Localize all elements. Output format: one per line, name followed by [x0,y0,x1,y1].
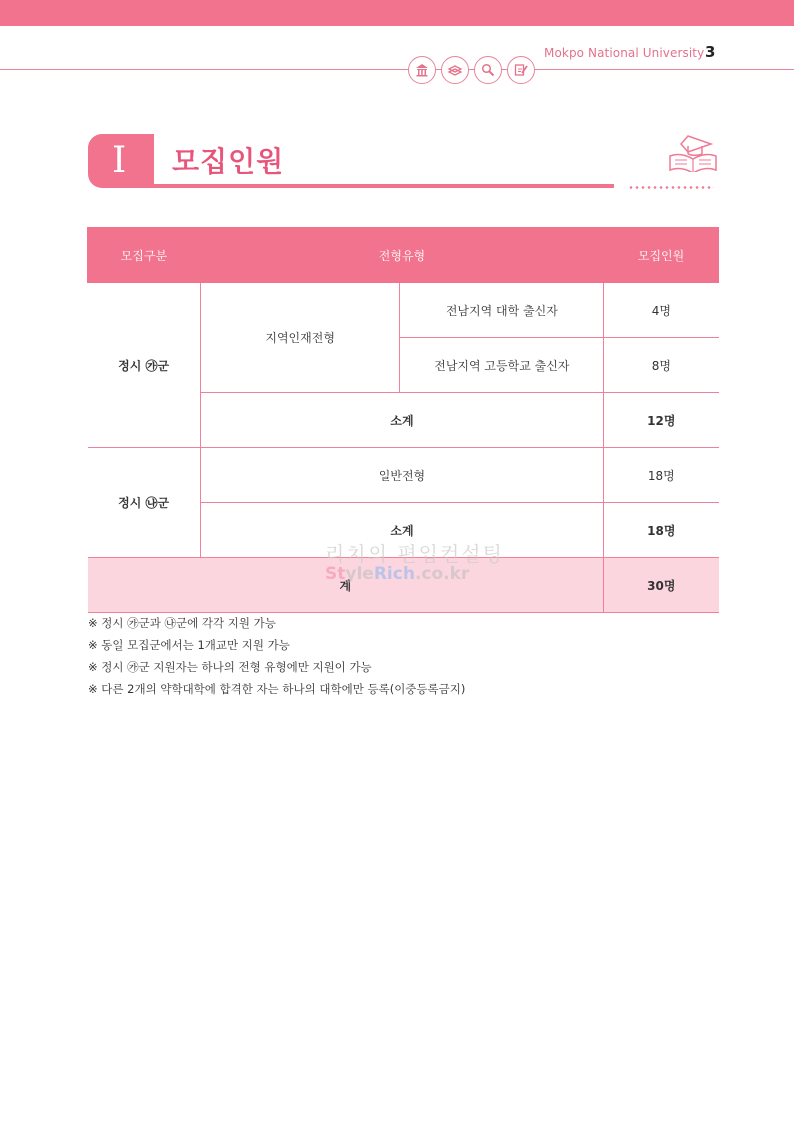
type-cell: 지역인재전형 [200,283,400,393]
university-name: Mokpo National University [544,46,705,60]
notes-list [88,612,465,700]
col-header-type: 전형유형 [200,228,603,283]
magnifier-icon [474,56,502,84]
subtotal-label: 소계 [200,393,603,448]
count-cell: 8명 [604,338,719,393]
watermark-line1: 리치의 편입컨설팅 [325,542,504,566]
top-bar [0,0,794,26]
watermark-part: Rich [373,564,415,584]
subtotal-count: 12명 [604,393,719,448]
col-header-category: 모집구분 [88,228,201,283]
note-item: ※ 동일 모집군에서는 1개교만 지원 가능 [88,638,290,652]
watermark-line2 [325,564,469,584]
section-dots [628,186,714,189]
col-header-count: 모집인원 [604,228,719,283]
bank-icon [408,56,436,84]
watermark-part: St [325,564,346,584]
subtype-cell: 전남지역 대학 출신자 [400,283,604,338]
subtotal-count: 18명 [604,503,719,558]
pencil-paper-icon [507,56,535,84]
section-number: I [112,140,127,181]
graduation-cap-book-icon [666,134,720,176]
group-label: 정시 ㉯군 [88,448,201,558]
watermark-part: yle [345,564,374,584]
header-rule [0,69,794,70]
note-item: ※ 정시 ㉮군 지원자는 하나의 전형 유형에만 지원이 가능 [88,660,372,674]
count-cell: 18명 [604,448,719,503]
section-title: 모집인원 [172,145,285,178]
count-cell: 4명 [604,283,719,338]
total-label: 계 [88,558,604,613]
table-header-row [88,228,719,283]
subtotal-label: 소계 [200,503,603,558]
page-number: 3 [705,43,716,61]
books-icon [441,56,469,84]
note-item: ※ 다른 2개의 약학대학에 합격한 자는 하나의 대학에만 등록(이중등록금지) [88,682,466,696]
header-icon-group [408,56,538,84]
type-cell: 일반전형 [200,448,603,503]
section-underline [154,184,614,188]
total-count: 30명 [604,558,719,613]
table-row [88,283,719,338]
watermark-part: .co.kr [414,564,470,584]
table-row [88,448,719,503]
group-label: 정시 ㉮군 [88,283,201,448]
subtype-cell: 전남지역 고등학교 출신자 [400,338,604,393]
note-item: ※ 정시 ㉮군과 ㉯군에 각각 지원 가능 [88,616,276,630]
